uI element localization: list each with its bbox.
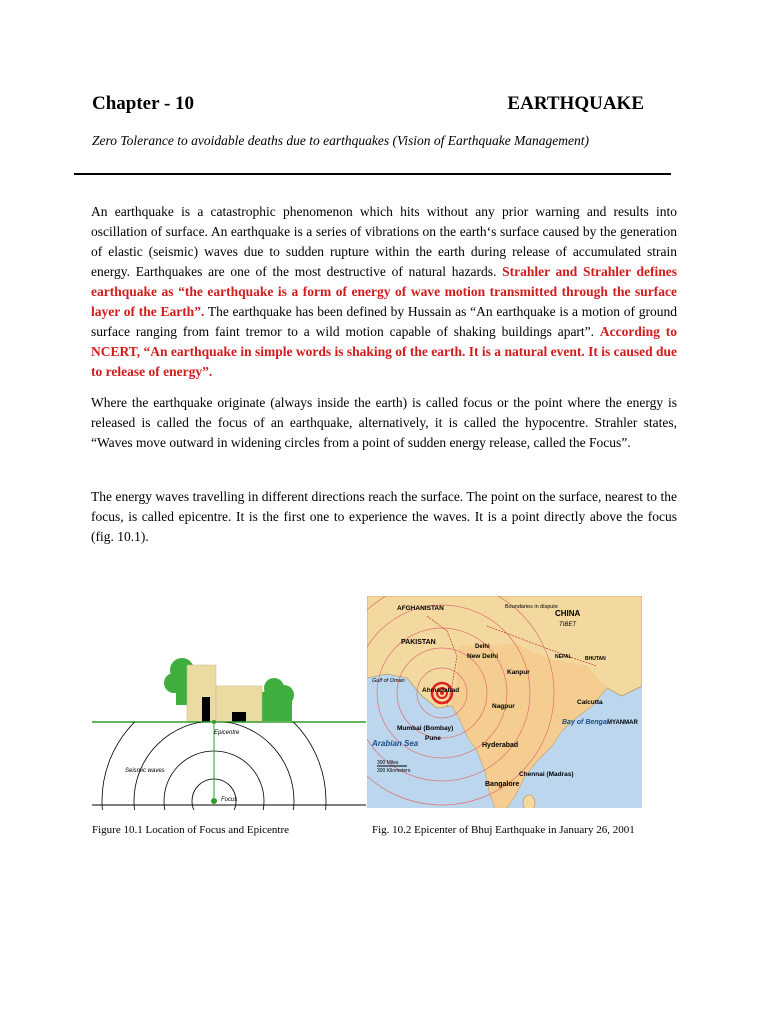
map-label-bay-of-bengal: Bay of Bengal — [562, 719, 609, 726]
door-shape — [232, 712, 246, 722]
map-label-scale-miles: 300 Miles — [377, 760, 399, 766]
map-label-kanpur: Kanpur — [507, 669, 530, 676]
paragraph-text: An earthquake is a catastrophic phenomenon which hits without any prior warning and results into oscillation of surface. An earthquake is a series of vibrations on the earth‘s surface caused by the generation of elastic (seismic) waves due to sudden rupture within the earth during release of accumulated strain energy. Earthquakes are one of the most destructive of natural hazards. — [91, 204, 677, 279]
highlight-strahler-quote: Strahler and Strahler defines earthquake as “the earthquake is a form of energy of wave motion transmitted through the surface layer of the Earth”. — [91, 264, 677, 319]
door-shape — [202, 697, 210, 722]
figure-focus-epicentre-diagram — [92, 655, 366, 810]
tree-shape — [262, 701, 292, 721]
seismic-waves-label: Seismic waves — [125, 768, 165, 774]
map-label-gulf-of-oman: Gulf of Oman — [372, 678, 405, 684]
map-label-bangalore: Bangalore — [485, 781, 520, 788]
paragraph-focus: Where the earthquake originate (always inside the earth) is called focus or the point where the energy is released is called the focus of an earthquake, alternatively, it is called the hypocentre. Strahler states, “Waves move outward in widening circles from a point of sudden energy release, called the Focus”. — [91, 395, 677, 450]
map-label-new-delhi: New Delhi — [467, 653, 499, 660]
map-label-calcutta: Calcutta — [577, 699, 603, 706]
map-label-bhutan: BHUTAN — [585, 656, 606, 662]
map-label-scale-km: 300 Kilometers — [377, 768, 411, 774]
map-label-nepal: NEPAL — [555, 654, 572, 660]
focus-label: Focus — [221, 797, 238, 803]
map-label-myanmar: MYANMAR — [607, 720, 638, 726]
map-label-nagpur: Nagpur — [492, 703, 515, 710]
map-label-china: CHINA — [555, 609, 581, 618]
paragraph-definition — [91, 202, 677, 382]
map-label-boundaries: Boundaries in dispute — [505, 604, 558, 610]
highlight-ncert-quote: According to NCERT, “An earthquake in simple words is shaking of the earth. It is a natural event. It is caused due to release of energy”. — [91, 324, 677, 379]
map-label-chennai: Chennai (Madras) — [519, 771, 574, 778]
vision-statement: Zero Tolerance to avoidable deaths due to earthquakes (Vision of Earthquake Management) — [92, 133, 590, 148]
chapter-number: Chapter - 10 — [92, 93, 195, 114]
map-label-delhi: Delhi — [475, 644, 490, 650]
paragraph-text: The earthquake has been defined by Hussain as “An earthquake is a motion of ground surface ranging from faint tremor to a wild motion capable of shaking buildings apart”. — [91, 304, 678, 339]
focus-dot — [211, 798, 217, 804]
map-label-ahmedabad: Ahmadabad — [422, 687, 460, 694]
header-divider — [74, 173, 671, 175]
figure1-caption: Figure 10.1 Location of Focus and Epicentre — [92, 824, 290, 836]
map-label-afghanistan: AFGHANISTAN — [397, 605, 444, 612]
figure2-caption: Fig. 10.2 Epicenter of Bhuj Earthquake in January 26, 2001 — [372, 824, 635, 836]
map-label-pakistan: PAKISTAN — [401, 639, 436, 646]
chapter-title: EARTHQUAKE — [507, 93, 644, 114]
epicentre-label: Epicentre — [214, 730, 240, 736]
map-label-hyderabad: Hyderabad — [482, 742, 519, 749]
paragraph-epicentre: The energy waves travelling in different directions reach the surface. The point on the surface, nearest to the focus, is called epicentre. It is the first one to experience the waves. It is a point directly above the focus (fig. 10.1). — [91, 489, 677, 544]
figure-bhuj-epicentre-map — [367, 596, 642, 808]
map-label-tibet: TIBET — [559, 622, 577, 628]
sri-lanka-area — [523, 795, 535, 808]
map-label-mumbai: Mumbai (Bombay) — [397, 725, 454, 732]
chapter-header — [92, 93, 644, 121]
map-label-pune: Pune — [425, 735, 441, 742]
epicentre-dot — [212, 720, 216, 724]
map-label-arabian-sea: Arabian Sea — [372, 739, 419, 748]
building-shape — [187, 665, 216, 722]
